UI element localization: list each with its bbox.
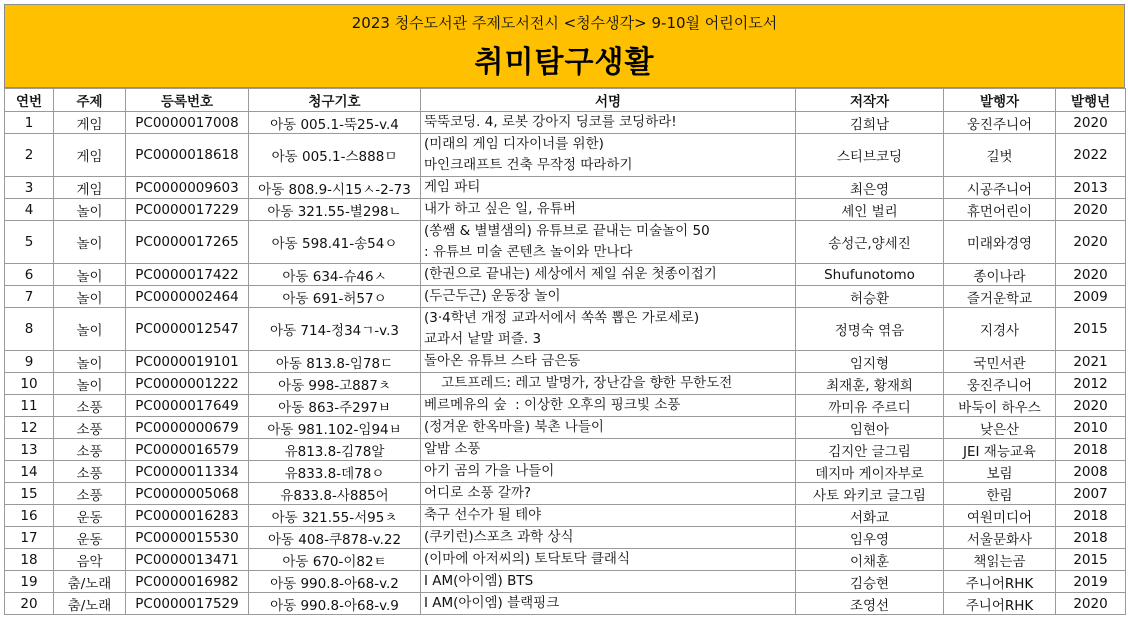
cell-publisher[interactable]: 종이나라 xyxy=(944,264,1056,286)
cell-title[interactable] xyxy=(421,461,796,483)
cell-call[interactable]: 아동 990.8-아68-v.9 xyxy=(249,593,421,615)
cell-title[interactable] xyxy=(421,199,796,221)
cell-year[interactable]: 2020 xyxy=(1056,593,1126,615)
cell-no[interactable]: 18 xyxy=(5,549,54,571)
cell-year[interactable]: 2022 xyxy=(1056,134,1126,177)
cell-publisher[interactable]: 주니어RHK xyxy=(944,571,1056,593)
cell-year[interactable]: 2015 xyxy=(1056,549,1126,571)
cell-publisher[interactable]: 보림 xyxy=(944,461,1056,483)
header-row xyxy=(5,89,1126,112)
table-row xyxy=(5,308,1126,351)
table-row xyxy=(5,177,1126,199)
cell-topic[interactable]: 춤/노래 xyxy=(54,571,126,593)
cell-reg[interactable]: PC0000017265 xyxy=(126,221,249,264)
cell-no[interactable]: 17 xyxy=(5,527,54,549)
cell-topic[interactable]: 놀이 xyxy=(54,351,126,373)
cell-reg[interactable]: PC0000017422 xyxy=(126,264,249,286)
title-line: (두근두근) 운동장 놀이 xyxy=(424,288,561,304)
title-line: 게임 파티 xyxy=(424,179,481,195)
cell-reg[interactable]: PC0000018618 xyxy=(126,134,249,177)
cell-call[interactable]: 아동 714-정34ㄱ-v.3 xyxy=(249,308,421,351)
cell-year[interactable]: 2020 xyxy=(1056,395,1126,417)
title-line: (쏭쌤 & 별별샘의) 유튜브로 끝내는 미술놀이 50 xyxy=(424,223,710,239)
cell-author[interactable]: 정명숙 엮음 xyxy=(796,308,944,351)
cell-title[interactable] xyxy=(421,593,796,615)
cell-title[interactable] xyxy=(421,286,796,308)
cell-year[interactable]: 2018 xyxy=(1056,527,1126,549)
cell-topic[interactable]: 놀이 xyxy=(54,221,126,264)
cell-no[interactable]: 14 xyxy=(5,461,54,483)
col-header-title[interactable]: 서명 xyxy=(421,89,796,112)
title-line: 알밤 소풍 xyxy=(424,441,481,457)
cell-publisher[interactable]: 시공주니어 xyxy=(944,177,1056,199)
table-row xyxy=(5,549,1126,571)
title-line: (쿠키런)스포츠 과학 상식 xyxy=(424,529,574,545)
table-row xyxy=(5,112,1126,134)
cell-topic[interactable]: 놀이 xyxy=(54,264,126,286)
title-line: 축구 선수가 될 테야 xyxy=(424,507,542,523)
title-line: I AM(아이엠) BTS xyxy=(424,573,534,589)
cell-reg[interactable]: PC0000016283 xyxy=(126,505,249,527)
cell-call[interactable]: 유833.8-데78ㅇ xyxy=(249,461,421,483)
cell-author[interactable]: 최재훈, 황재희 xyxy=(796,373,944,395)
cell-publisher[interactable]: 여원미디어 xyxy=(944,505,1056,527)
title-line: 고트프레드: 레고 발명가, 장난감을 향한 무한도전 xyxy=(424,375,733,391)
cell-year[interactable]: 2015 xyxy=(1056,308,1126,351)
cell-call[interactable]: 유833.8-사885어 xyxy=(249,483,421,505)
cell-topic[interactable]: 운동 xyxy=(54,505,126,527)
cell-year[interactable]: 2013 xyxy=(1056,177,1126,199)
title-line: 내가 하고 싶은 일, 유튜버 xyxy=(424,201,576,217)
cell-title[interactable] xyxy=(421,264,796,286)
cell-author[interactable]: 최은영 xyxy=(796,177,944,199)
cell-reg[interactable]: PC0000015530 xyxy=(126,527,249,549)
cell-title[interactable] xyxy=(421,439,796,461)
title-line: 베르메유의 숲 : 이상한 오후의 핑크빛 소풍 xyxy=(424,397,681,413)
cell-title[interactable] xyxy=(421,483,796,505)
cell-reg[interactable]: PC0000011334 xyxy=(126,461,249,483)
cell-no[interactable]: 11 xyxy=(5,395,54,417)
cell-no[interactable]: 15 xyxy=(5,483,54,505)
cell-no[interactable]: 19 xyxy=(5,571,54,593)
cell-title[interactable] xyxy=(421,395,796,417)
table-row xyxy=(5,571,1126,593)
cell-year[interactable]: 2010 xyxy=(1056,417,1126,439)
cell-author[interactable]: 임현아 xyxy=(796,417,944,439)
cell-topic[interactable]: 게임 xyxy=(54,112,126,134)
cell-call[interactable]: 아동 634-슈46ㅅ xyxy=(249,264,421,286)
cell-topic[interactable]: 놀이 xyxy=(54,286,126,308)
cell-call[interactable]: 아동 981.102-임94ㅂ xyxy=(249,417,421,439)
cell-author[interactable]: 스티브코딩 xyxy=(796,134,944,177)
cell-topic[interactable]: 놀이 xyxy=(54,199,126,221)
table-body xyxy=(5,112,1126,615)
table-row xyxy=(5,417,1126,439)
cell-publisher[interactable]: 바둑이 하우스 xyxy=(944,395,1056,417)
cell-call[interactable]: 아동 691-허57ㅇ xyxy=(249,286,421,308)
cell-author[interactable]: 셰인 벌리 xyxy=(796,199,944,221)
cell-title[interactable] xyxy=(421,112,796,134)
cell-reg[interactable]: PC0000017529 xyxy=(126,593,249,615)
cell-call[interactable]: 아동 813.8-임78ㄷ xyxy=(249,351,421,373)
cell-author[interactable]: 송성근,양세진 xyxy=(796,221,944,264)
cell-reg[interactable]: PC0000009603 xyxy=(126,177,249,199)
header-title: 취미탐구생활 xyxy=(474,45,655,80)
cell-author[interactable]: 까미유 주르디 xyxy=(796,395,944,417)
cell-year[interactable]: 2008 xyxy=(1056,461,1126,483)
cell-title[interactable] xyxy=(421,221,796,264)
cell-author[interactable]: 임우영 xyxy=(796,527,944,549)
title-line: I AM(아이엠) 블랙핑크 xyxy=(424,595,560,611)
cell-no[interactable]: 8 xyxy=(5,308,54,351)
cell-no[interactable]: 5 xyxy=(5,221,54,264)
cell-call[interactable]: 유813.8-김78알 xyxy=(249,439,421,461)
cell-no[interactable]: 4 xyxy=(5,199,54,221)
cell-author[interactable]: 서화교 xyxy=(796,505,944,527)
title-line: (미래의 게임 디자이너를 위한) xyxy=(424,136,604,152)
cell-publisher[interactable]: 지경사 xyxy=(944,308,1056,351)
cell-reg[interactable]: PC0000002464 xyxy=(126,286,249,308)
cell-call[interactable]: 아동 990.8-아68-v.2 xyxy=(249,571,421,593)
cell-year[interactable]: 2012 xyxy=(1056,373,1126,395)
cell-year[interactable]: 2021 xyxy=(1056,351,1126,373)
cell-reg[interactable]: PC0000012547 xyxy=(126,308,249,351)
title-line: (3·4학년 개정 교과서에서 쏙쏙 뽑은 가로세로) xyxy=(424,310,700,326)
title-line: 교과서 낱말 퍼즐. 3 xyxy=(424,331,542,347)
title-line: (정겨운 한옥마을) 북촌 나들이 xyxy=(424,419,604,435)
header-banner xyxy=(4,4,1125,88)
table-row xyxy=(5,134,1126,177)
cell-author[interactable]: 사토 와키코 글그림 xyxy=(796,483,944,505)
cell-year[interactable]: 2018 xyxy=(1056,439,1126,461)
cell-publisher[interactable]: 웅진주니어 xyxy=(944,112,1056,134)
title-line: : 유튜브 미술 콘텐츠 놀이와 만나다 xyxy=(424,244,633,260)
cell-publisher[interactable]: 책읽는곰 xyxy=(944,549,1056,571)
cell-call[interactable]: 아동 998-고887ㅊ xyxy=(249,373,421,395)
cell-publisher[interactable]: JEI 재능교육 xyxy=(944,439,1056,461)
table-row xyxy=(5,439,1126,461)
cell-topic[interactable]: 운동 xyxy=(54,527,126,549)
cell-reg[interactable]: PC0000017229 xyxy=(126,199,249,221)
cell-call[interactable]: 아동 321.55-별298ㄴ xyxy=(249,199,421,221)
cell-year[interactable]: 2019 xyxy=(1056,571,1126,593)
cell-topic[interactable]: 소풍 xyxy=(54,439,126,461)
cell-call[interactable]: 아동 005.1-스888ㅁ xyxy=(249,134,421,177)
cell-title[interactable] xyxy=(421,373,796,395)
title-line: 뚝뚝코딩. 4, 로봇 강아지 딩코를 코딩하라! xyxy=(424,114,677,130)
cell-topic[interactable]: 게임 xyxy=(54,134,126,177)
cell-no[interactable]: 13 xyxy=(5,439,54,461)
table-row xyxy=(5,373,1126,395)
cell-topic[interactable]: 소풍 xyxy=(54,483,126,505)
cell-topic[interactable]: 소풍 xyxy=(54,395,126,417)
cell-publisher[interactable]: 길벗 xyxy=(944,134,1056,177)
cell-reg[interactable]: PC0000005068 xyxy=(126,483,249,505)
table-row xyxy=(5,505,1126,527)
cell-publisher[interactable]: 미래와경영 xyxy=(944,221,1056,264)
cell-author[interactable]: 조영선 xyxy=(796,593,944,615)
cell-title[interactable] xyxy=(421,351,796,373)
cell-no[interactable]: 2 xyxy=(5,134,54,177)
cell-no[interactable]: 12 xyxy=(5,417,54,439)
col-header-topic[interactable]: 주제 xyxy=(54,89,126,112)
title-line: 아기 곰의 가을 나들이 xyxy=(424,463,555,479)
table-row xyxy=(5,593,1126,615)
cell-year[interactable]: 2020 xyxy=(1056,112,1126,134)
cell-topic[interactable]: 소풍 xyxy=(54,417,126,439)
table-row xyxy=(5,264,1126,286)
cell-publisher[interactable]: 주니어RHK xyxy=(944,593,1056,615)
header-subtitle: 2023 청수도서관 주제도서전시 <청수생각> 9-10월 어린이도서 xyxy=(351,14,778,32)
cell-publisher[interactable]: 즐거운학교 xyxy=(944,286,1056,308)
cell-topic[interactable]: 춤/노래 xyxy=(54,593,126,615)
col-header-publisher[interactable]: 발행자 xyxy=(944,89,1056,112)
cell-topic[interactable]: 게임 xyxy=(54,177,126,199)
cell-reg[interactable]: PC0000017649 xyxy=(126,395,249,417)
cell-author[interactable]: 임지형 xyxy=(796,351,944,373)
cell-no[interactable]: 10 xyxy=(5,373,54,395)
cell-title[interactable] xyxy=(421,308,796,351)
cell-reg[interactable]: PC0000013471 xyxy=(126,549,249,571)
title-line: (한권으로 끝내는) 세상에서 제일 쉬운 첫종이접기 xyxy=(424,266,717,282)
cell-author[interactable]: 김희남 xyxy=(796,112,944,134)
col-header-no[interactable]: 연번 xyxy=(5,89,54,112)
cell-author[interactable]: 허승환 xyxy=(796,286,944,308)
title-line: 마인크래프트 건축 무작정 따라하기 xyxy=(424,157,633,173)
cell-call[interactable]: 아동 408-쿠878-v.22 xyxy=(249,527,421,549)
cell-topic[interactable]: 놀이 xyxy=(54,373,126,395)
cell-publisher[interactable]: 휴먼어린이 xyxy=(944,199,1056,221)
book-list-table xyxy=(4,88,1126,615)
cell-title[interactable] xyxy=(421,417,796,439)
cell-reg[interactable]: PC0000016982 xyxy=(126,571,249,593)
title-line: 돌아온 유튜브 스타 금은동 xyxy=(424,353,581,369)
cell-no[interactable]: 16 xyxy=(5,505,54,527)
cell-reg[interactable]: PC0000016579 xyxy=(126,439,249,461)
cell-title[interactable] xyxy=(421,134,796,177)
table-row xyxy=(5,395,1126,417)
col-header-reg[interactable]: 등록번호 xyxy=(126,89,249,112)
cell-publisher[interactable]: 한림 xyxy=(944,483,1056,505)
table-row xyxy=(5,483,1126,505)
cell-title[interactable] xyxy=(421,571,796,593)
cell-publisher[interactable]: 국민서관 xyxy=(944,351,1056,373)
cell-topic[interactable]: 놀이 xyxy=(54,308,126,351)
cell-author[interactable]: 이채훈 xyxy=(796,549,944,571)
cell-call[interactable]: 아동 670-이82ㅌ xyxy=(249,549,421,571)
cell-reg[interactable]: PC0000017008 xyxy=(126,112,249,134)
cell-no[interactable]: 6 xyxy=(5,264,54,286)
cell-topic[interactable]: 음악 xyxy=(54,549,126,571)
cell-publisher[interactable]: 서울문화사 xyxy=(944,527,1056,549)
table-row xyxy=(5,199,1126,221)
cell-year[interactable]: 2007 xyxy=(1056,483,1126,505)
cell-call[interactable]: 아동 598.41-송54ㅇ xyxy=(249,221,421,264)
cell-year[interactable]: 2018 xyxy=(1056,505,1126,527)
table-row xyxy=(5,221,1126,264)
table-row xyxy=(5,351,1126,373)
cell-reg[interactable]: PC0000019101 xyxy=(126,351,249,373)
col-header-call[interactable]: 청구기호 xyxy=(249,89,421,112)
cell-no[interactable]: 1 xyxy=(5,112,54,134)
cell-author[interactable]: 데지마 게이자부로 xyxy=(796,461,944,483)
cell-year[interactable]: 2020 xyxy=(1056,221,1126,264)
cell-call[interactable]: 아동 863-주297ㅂ xyxy=(249,395,421,417)
cell-title[interactable] xyxy=(421,177,796,199)
cell-no[interactable]: 3 xyxy=(5,177,54,199)
cell-no[interactable]: 9 xyxy=(5,351,54,373)
col-header-year[interactable]: 발행년 xyxy=(1056,89,1126,112)
cell-call[interactable]: 아동 005.1-뚝25-v.4 xyxy=(249,112,421,134)
table-row xyxy=(5,527,1126,549)
cell-publisher[interactable]: 낮은산 xyxy=(944,417,1056,439)
cell-call[interactable]: 아동 321.55-서95ㅊ xyxy=(249,505,421,527)
table-row xyxy=(5,286,1126,308)
cell-year[interactable]: 2020 xyxy=(1056,264,1126,286)
col-header-author[interactable]: 저작자 xyxy=(796,89,944,112)
table-row xyxy=(5,461,1126,483)
cell-publisher[interactable]: 웅진주니어 xyxy=(944,373,1056,395)
title-line: 어디로 소풍 갈까? xyxy=(424,485,532,501)
cell-year[interactable]: 2009 xyxy=(1056,286,1126,308)
cell-title[interactable] xyxy=(421,505,796,527)
cell-title[interactable] xyxy=(421,527,796,549)
cell-reg[interactable]: PC0000000679 xyxy=(126,417,249,439)
cell-call[interactable]: 아동 808.9-시15ㅅ-2-73 xyxy=(249,177,421,199)
cell-title[interactable] xyxy=(421,549,796,571)
cell-year[interactable]: 2020 xyxy=(1056,199,1126,221)
title-line: (이마에 아저씨의) 토닥토닥 클래식 xyxy=(424,551,630,567)
cell-topic[interactable]: 소풍 xyxy=(54,461,126,483)
cell-reg[interactable]: PC0000001222 xyxy=(126,373,249,395)
cell-no[interactable]: 7 xyxy=(5,286,54,308)
cell-author[interactable]: Shufunotomo xyxy=(796,264,944,286)
cell-author[interactable]: 김승현 xyxy=(796,571,944,593)
cell-no[interactable]: 20 xyxy=(5,593,54,615)
cell-author[interactable]: 김지안 글그림 xyxy=(796,439,944,461)
